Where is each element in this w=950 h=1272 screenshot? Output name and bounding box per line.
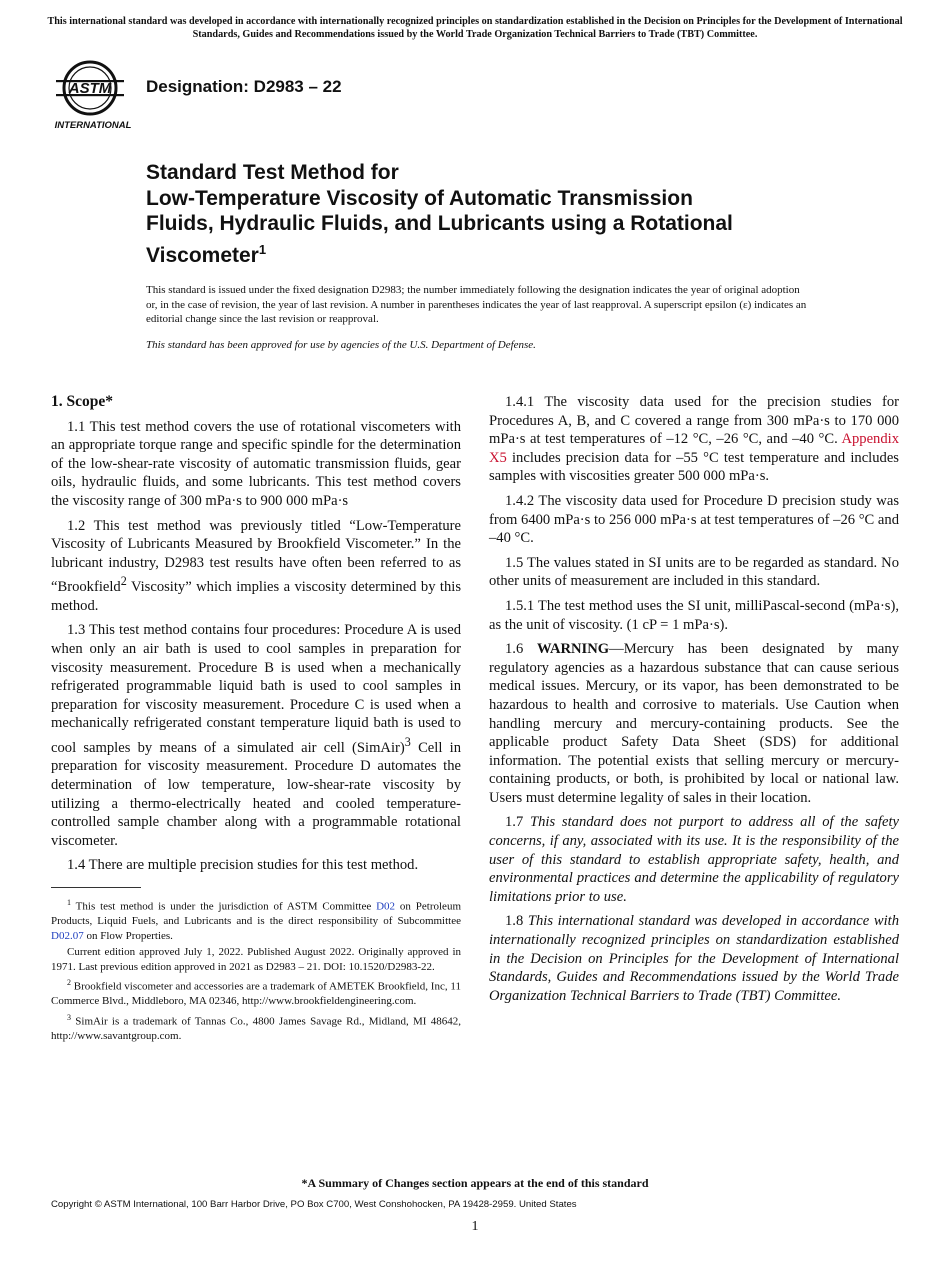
footnote-2-text: Brookfield viscometer and accessories are a trademark of AMETEK Brookfield, Inc, 11 Commerce Blvd., Middleboro, MA 02346, http://www.brookfieldengineering.com. [51,980,461,1008]
summary-of-changes-note: *A Summary of Changes section appears at the end of this standard [301,1176,649,1190]
fixed-designation-note: This standard is issued under the fixed designation D2983; the number immediately following the designation indicates the year of original adoption or, in the case of revision, the year of last revision. A number in parentheses indicates the year of last reapproval. A superscript epsilon (ε) indicates an editorial change since the last revision or reapproval. [146,284,807,325]
footnote-2 [51,976,461,1009]
designation: Designation: D2983 – 22 [146,77,342,96]
footnote-1 [51,896,461,943]
astm-logo [50,56,136,132]
footnote-1-text-a: This test method is under the jurisdiction of ASTM Committee [71,900,377,913]
footnote-1-mark: 1 [67,897,71,907]
para-1-4: 1.4 There are multiple precision studies for this test method. [67,857,419,874]
standard-title [146,160,866,268]
para-1-3-text-a: 1.3 This test method contains four procedures: Procedure A is used when only an air bath is used to cool samples in preparation for viscosity measurement. Procedure B is used when a mechanically refrigerated programmable liquid bath is used to cool samples in preparation for viscosity measurement. Procedure C is used when a mechanically refrigerated constant temperature liquid bath is used to cool samples by means of a simulated air cell (SimAir) [51,622,461,756]
para-1-8-text: This international standard was developed in accordance with internationally recognized principles on standardization established in the Decision on Principles for the Development of International Standards, Guides and Recommendations issued by the World Trade Organization Technical Barriers to Trade (TBT) Committee. [489,913,900,1004]
title-line-3: Fluids, Hydraulic Fluids, and Lubricants using a Rotational [146,212,733,235]
link-appendix-x5[interactable]: Appendix X5 [489,431,899,466]
title-footnote-mark: 1 [258,241,267,257]
right-column [489,393,899,1011]
para-1-7-number: 1.7 [505,814,531,831]
para-1-5: 1.5 The values stated in SI units are to be regarded as standard. No other units of measurement are included in this standard. [489,554,899,590]
copyright-line: Copyright © ASTM International, 100 Barr Harbor Drive, PO Box C700, West Conshohocken, PA 19428-2959. United States [51,1199,577,1210]
para-1-2 [51,517,461,616]
para-1-3-text-b: Cell in preparation for viscosity measurement. Procedure D automates the determination of low temperature, low-shear-rate viscosity by utilizing a thermo-electrically heated and cooled temperature-controlled sample chamber along with a programmable rotational viscometer. [51,739,461,849]
tbt-notice: This international standard was developed in accordance with internationally recognized principles on standardization established in the Decision on Principles for the Development of International Standards, Guides and Recommendations issued by the World Trade Organization Technical Barriers to Trade (TBT) Committee. [47,16,903,40]
para-1-7-text: This standard does not purport to address all of the safety concerns, if any, associated with its use. It is the responsibility of the user of this standard to establish appropriate safety, health, and environmental practices and determine the applicability of regulatory limitations prior to use. [489,814,899,905]
para-1-5-1: 1.5.1 The test method uses the SI unit, milliPascal-second (mPa·s), as the unit of viscosity. (1 cP = 1 mPa·s). [489,597,899,633]
footnote-2-mark: 2 [67,978,71,988]
para-1-2-text-b: Viscosity” which implies a viscosity determined by this method. [51,579,461,614]
title-line-2: Low-Temperature Viscosity of Automatic Transmission [146,186,693,210]
footnote-divider [51,887,141,888]
footnote-3-text: SimAir is a trademark of Tannas Co., 4800 James Savage Rd., Midland, MI 48642, http://www.savantgroup.com. [51,1015,461,1042]
footnote-ref-2: 2 [120,574,127,589]
footnote-edition: Current edition approved July 1, 2022. Published August 2022. Originally approved in 1971. Last previous edition approved in 2021 as D2983 – 21. DOI: 10.1520/D2983-22. [51,946,461,973]
para-1-4-1-text-b: includes precision data for –55 °C test temperature and includes samples with viscosities greater 500 000 mPa·s. [489,449,899,485]
logo-subtext: INTERNATIONAL [54,120,132,131]
left-column [51,393,461,1045]
title-line-4-text: Viscometer [146,243,259,267]
para-1-8-number: 1.8 [505,913,528,930]
para-1-6-number: 1.6 [505,641,537,658]
para-1-6 [489,640,899,807]
link-committee-d02[interactable]: D02 [376,900,396,913]
para-1-4-1 [489,393,899,486]
footnote-3 [51,1011,461,1044]
svg-text:ASTM: ASTM [68,80,112,97]
footnote-ref-3: 3 [404,734,411,749]
intro-block [146,283,812,363]
para-1-8 [489,912,899,1005]
footnote-3-mark: 3 [67,1012,71,1022]
para-1-6-text: —Mercury has been designated by many regulatory agencies as a hazardous substance that can cause serious medical issues. Mercury, or its vapor, has been demonstrated to be hazardous to health and corrosive to materials. Use Caution when handling mercury and mercury-containing products. See the applicable product Safety Data Sheet (SDS) for additional information. The potential exists that selling mercury or mercury-containing products, or both, is prohibited by local or national law. Users must determine legality of sales in their location. [489,641,899,806]
title-line-4 [146,237,866,269]
section-heading-scope: 1. Scope* [51,393,113,410]
title-line-1: Standard Test Method for [146,161,399,184]
link-subcommittee-d02-07[interactable]: D02.07 [51,929,84,942]
warning-label: WARNING [536,641,610,658]
para-1-2-text-a: 1.2 This test method was previously titled “Low-Temperature Viscosity of Lubricants Measured by Brookfield Viscometer.” In the lubricant industry, D2983 test results have often been referred to as “Brookfield [51,517,461,596]
para-1-7 [489,813,899,906]
footnote-1-text-c: on Flow Properties. [83,929,173,942]
para-1-1: 1.1 This test method covers the use of rotational viscometers with an appropriate torque range and specific spindle for the determination of the low-shear-rate viscosity of automatic transmission fluids, gear oils, hydraulic fluids, and some lubricants. This test method covers the viscosity range of 300 mPa·s to 900 000 mPa·s [51,418,461,509]
para-1-4-2: 1.4.2 The viscosity data used for Procedure D precision study was from 6400 mPa·s to 256 000 mPa·s at test temperatures of –26 °C and –40 °C. [489,492,899,547]
para-1-3 [51,621,461,850]
footnotes [51,896,461,1043]
dod-approval-note: This standard has been approved for use by agencies of the U.S. Department of Defense. [146,338,536,351]
para-1-4-1-text-a: 1.4.1 The viscosity data used for the precision studies for Procedures A, B, and C covered a range from 300 mPa·s to 170 000 mPa·s at test temperatures of –12 °C, –26 °C, and –40 °C. [489,394,899,448]
page-number: 1 [471,1219,479,1234]
footnote-1-text-b: on Petroleum Products, Liquid Fuels, and Lubricants and is the direct responsibility of Subcommittee [51,900,461,928]
